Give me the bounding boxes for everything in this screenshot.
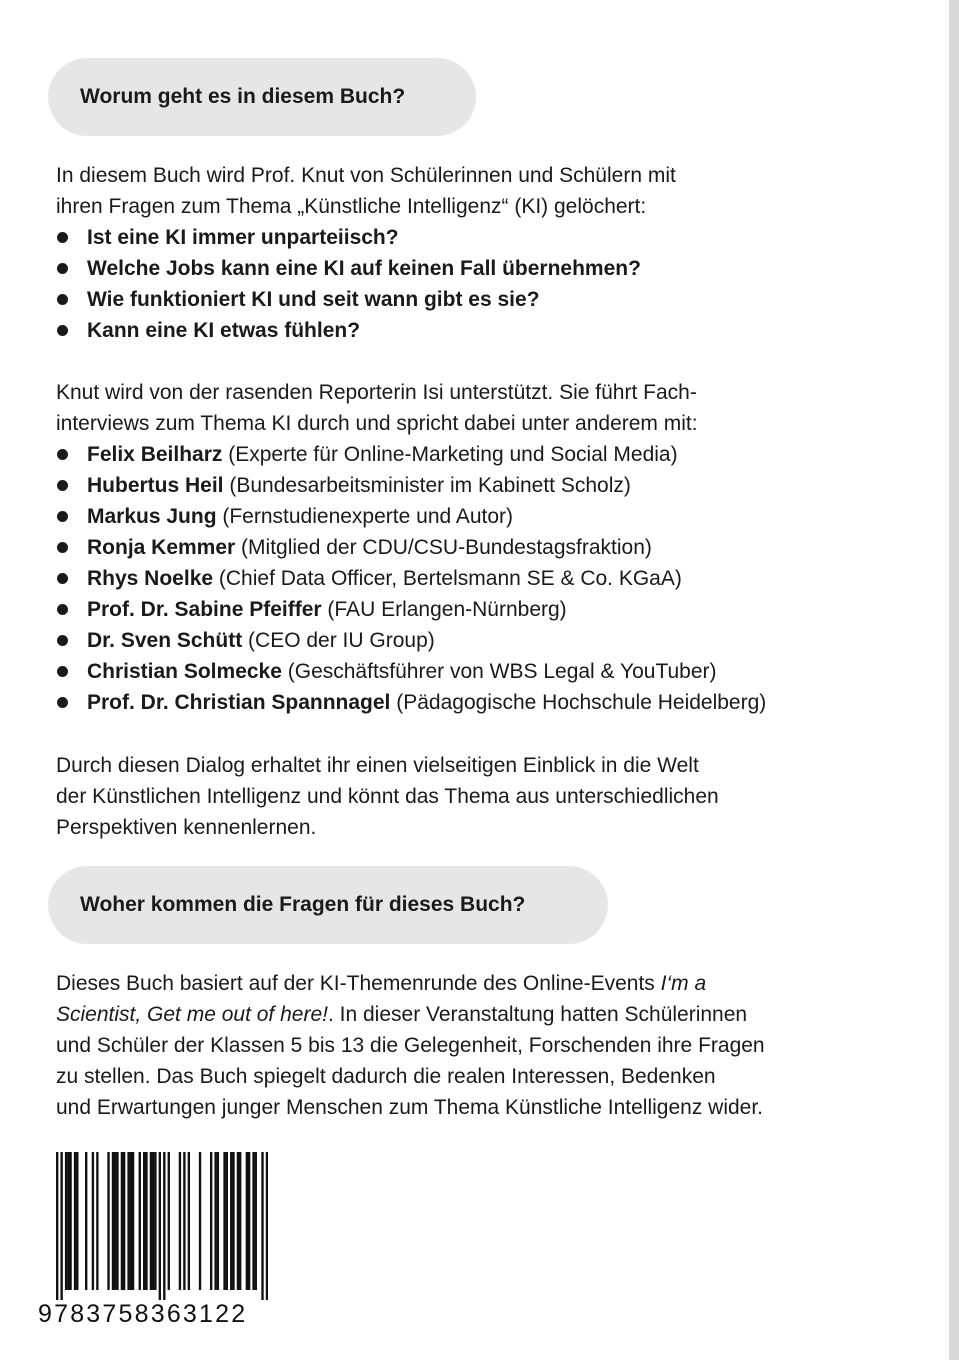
barcode-bar	[127, 1152, 129, 1290]
barcode-bar	[163, 1152, 165, 1300]
barcode-bar	[132, 1152, 134, 1290]
expert-list	[56, 439, 766, 718]
barcode-bar	[232, 1152, 234, 1290]
text-line: und Erwartungen junger Menschen zum Thema Künstliche Intelligenz wider.	[56, 1096, 764, 1119]
text-line: Durch diesen Dialog erhaltet ihr einen vielseitigen Einblick in die Welt	[56, 754, 699, 777]
expert-name: Prof. Dr. Christian Spannnagel	[87, 691, 391, 714]
expert-role: (Bundesarbeitsminister im Kabinett Scholz)	[223, 474, 631, 497]
barcode-bar	[248, 1152, 250, 1290]
barcode-bar	[223, 1152, 225, 1290]
barcode-bar	[152, 1152, 154, 1290]
expert-role: (Experte für Online-Marketing und Social Media)	[222, 443, 678, 466]
barcode-bar	[199, 1152, 201, 1290]
barcode-bar	[237, 1152, 239, 1290]
barcode-bar	[261, 1152, 263, 1300]
source-paragraph	[56, 968, 765, 1123]
barcode-bar	[179, 1152, 181, 1290]
barcode-bar	[130, 1152, 132, 1290]
expert-item	[56, 656, 766, 687]
expert-role: (FAU Erlangen-Nürnberg)	[321, 598, 567, 621]
text-line: In diesem Buch wird Prof. Knut von Schülerinnen und Schülern mit	[56, 164, 676, 187]
barcode-bar	[210, 1152, 212, 1290]
barcode-bar	[246, 1152, 248, 1290]
expert-item	[56, 687, 766, 718]
expert-role: (Geschäftsführer von WBS Legal & YouTuber)	[281, 660, 717, 683]
barcode-bar	[183, 1152, 185, 1290]
barcode-bar	[85, 1152, 87, 1290]
expert-item	[56, 625, 766, 656]
text-line: interviews zum Thema KI durch und spricht dabei unter anderem mit:	[56, 412, 698, 435]
barcode-bar	[74, 1152, 76, 1290]
section-heading-about-book	[48, 58, 476, 136]
barcode-bar	[67, 1152, 69, 1290]
expert-name: Rhys Noelke	[87, 567, 214, 590]
barcode-bar	[139, 1152, 141, 1290]
barcode-bar	[145, 1152, 147, 1290]
text-line: und Schüler der Klassen 5 bis 13 die Gelegenheit, Forschenden ihre Fragen	[56, 1034, 765, 1057]
barcode-bar	[214, 1152, 216, 1290]
reporter-paragraph	[56, 377, 698, 439]
section-heading-question-source	[48, 866, 608, 944]
barcode-bar	[112, 1152, 114, 1290]
isbn-number: 9783758363122	[38, 1300, 248, 1328]
question-item: Welche Jobs kann eine KI auf keinen Fall übernehmen?	[56, 253, 641, 284]
barcode-bar	[65, 1152, 67, 1290]
page-edge	[949, 0, 959, 1360]
barcode-bar	[239, 1152, 241, 1290]
text-line: Perspektiven kennenlernen.	[56, 816, 317, 839]
expert-name: Ronja Kemmer	[87, 536, 236, 559]
barcode-bar	[217, 1152, 219, 1290]
barcode-bar	[56, 1152, 58, 1300]
expert-name: Prof. Dr. Sabine Pfeiffer	[87, 598, 322, 621]
barcode-bar	[114, 1152, 116, 1290]
barcode-bar	[168, 1152, 170, 1290]
question-item: Ist eine KI immer unparteiisch?	[56, 222, 641, 253]
closing-paragraph	[56, 750, 719, 843]
text-line: ihren Fragen zum Thema „Künstliche Intelligenz“ (KI) gelöchert:	[56, 195, 647, 218]
barcode-bar	[96, 1152, 98, 1290]
expert-name: Markus Jung	[87, 505, 217, 528]
expert-item	[56, 594, 766, 625]
heading-text: Worum geht es in diesem Buch?	[80, 85, 406, 108]
question-item: Wie funktioniert KI und seit wann gibt es sie?	[56, 284, 641, 315]
barcode-bar	[123, 1152, 125, 1290]
barcode-bar	[116, 1152, 118, 1290]
expert-name: Hubertus Heil	[87, 474, 224, 497]
expert-role: (CEO der IU Group)	[242, 629, 435, 652]
expert-name: Christian Solmecke	[87, 660, 282, 683]
barcode-bar	[230, 1152, 232, 1290]
text-line: der Künstlichen Intelligenz und könnt das Thema aus unterschiedlichen	[56, 785, 719, 808]
barcode-bar	[69, 1152, 71, 1290]
barcode-bar	[188, 1152, 190, 1290]
expert-name: Dr. Sven Schütt	[87, 629, 243, 652]
expert-item	[56, 439, 766, 470]
barcode-bar	[150, 1152, 152, 1290]
expert-role: (Chief Data Officer, Bertelsmann SE & Co. KGaA)	[213, 567, 682, 590]
barcode-bar	[143, 1152, 145, 1290]
intro-paragraph	[56, 160, 676, 222]
expert-item	[56, 501, 766, 532]
barcode-bar	[92, 1152, 94, 1290]
isbn-barcode	[56, 1152, 268, 1300]
barcode-bar	[255, 1152, 257, 1290]
expert-role: (Pädagogische Hochschule Heidelberg)	[390, 691, 767, 714]
heading-text: Woher kommen die Fragen für dieses Buch?	[80, 893, 526, 916]
question-item: Kann eine KI etwas fühlen?	[56, 315, 641, 346]
expert-role: (Mitglied der CDU/CSU-Bundestagsfraktion)	[235, 536, 652, 559]
text-line: Dieses Buch basiert auf der KI-Themenrunde des Online-Events I‘m a	[56, 972, 707, 995]
barcode-bar	[60, 1152, 62, 1300]
expert-item	[56, 470, 766, 501]
barcode-bar	[226, 1152, 228, 1290]
expert-item	[56, 532, 766, 563]
barcode-bar	[266, 1152, 268, 1300]
text-line: Scientist, Get me out of here!. In dieser Veranstaltung hatten Schülerinnen	[56, 1003, 748, 1026]
barcode-bar	[154, 1152, 156, 1290]
question-list	[56, 222, 641, 346]
barcode-bar	[107, 1152, 109, 1290]
text-line: Knut wird von der rasenden Reporterin Isi unterstützt. Sie führt Fach-	[56, 381, 697, 404]
barcode-bar	[121, 1152, 123, 1290]
expert-name: Felix Beilharz	[87, 443, 223, 466]
expert-role: (Fernstudienexperte und Autor)	[216, 505, 514, 528]
expert-item	[56, 563, 766, 594]
barcode-bar	[159, 1152, 161, 1300]
text-line: zu stellen. Das Buch spiegelt dadurch die realen Interessen, Bedenken	[56, 1065, 716, 1088]
barcode-bar	[252, 1152, 254, 1290]
barcode-bar	[76, 1152, 78, 1290]
